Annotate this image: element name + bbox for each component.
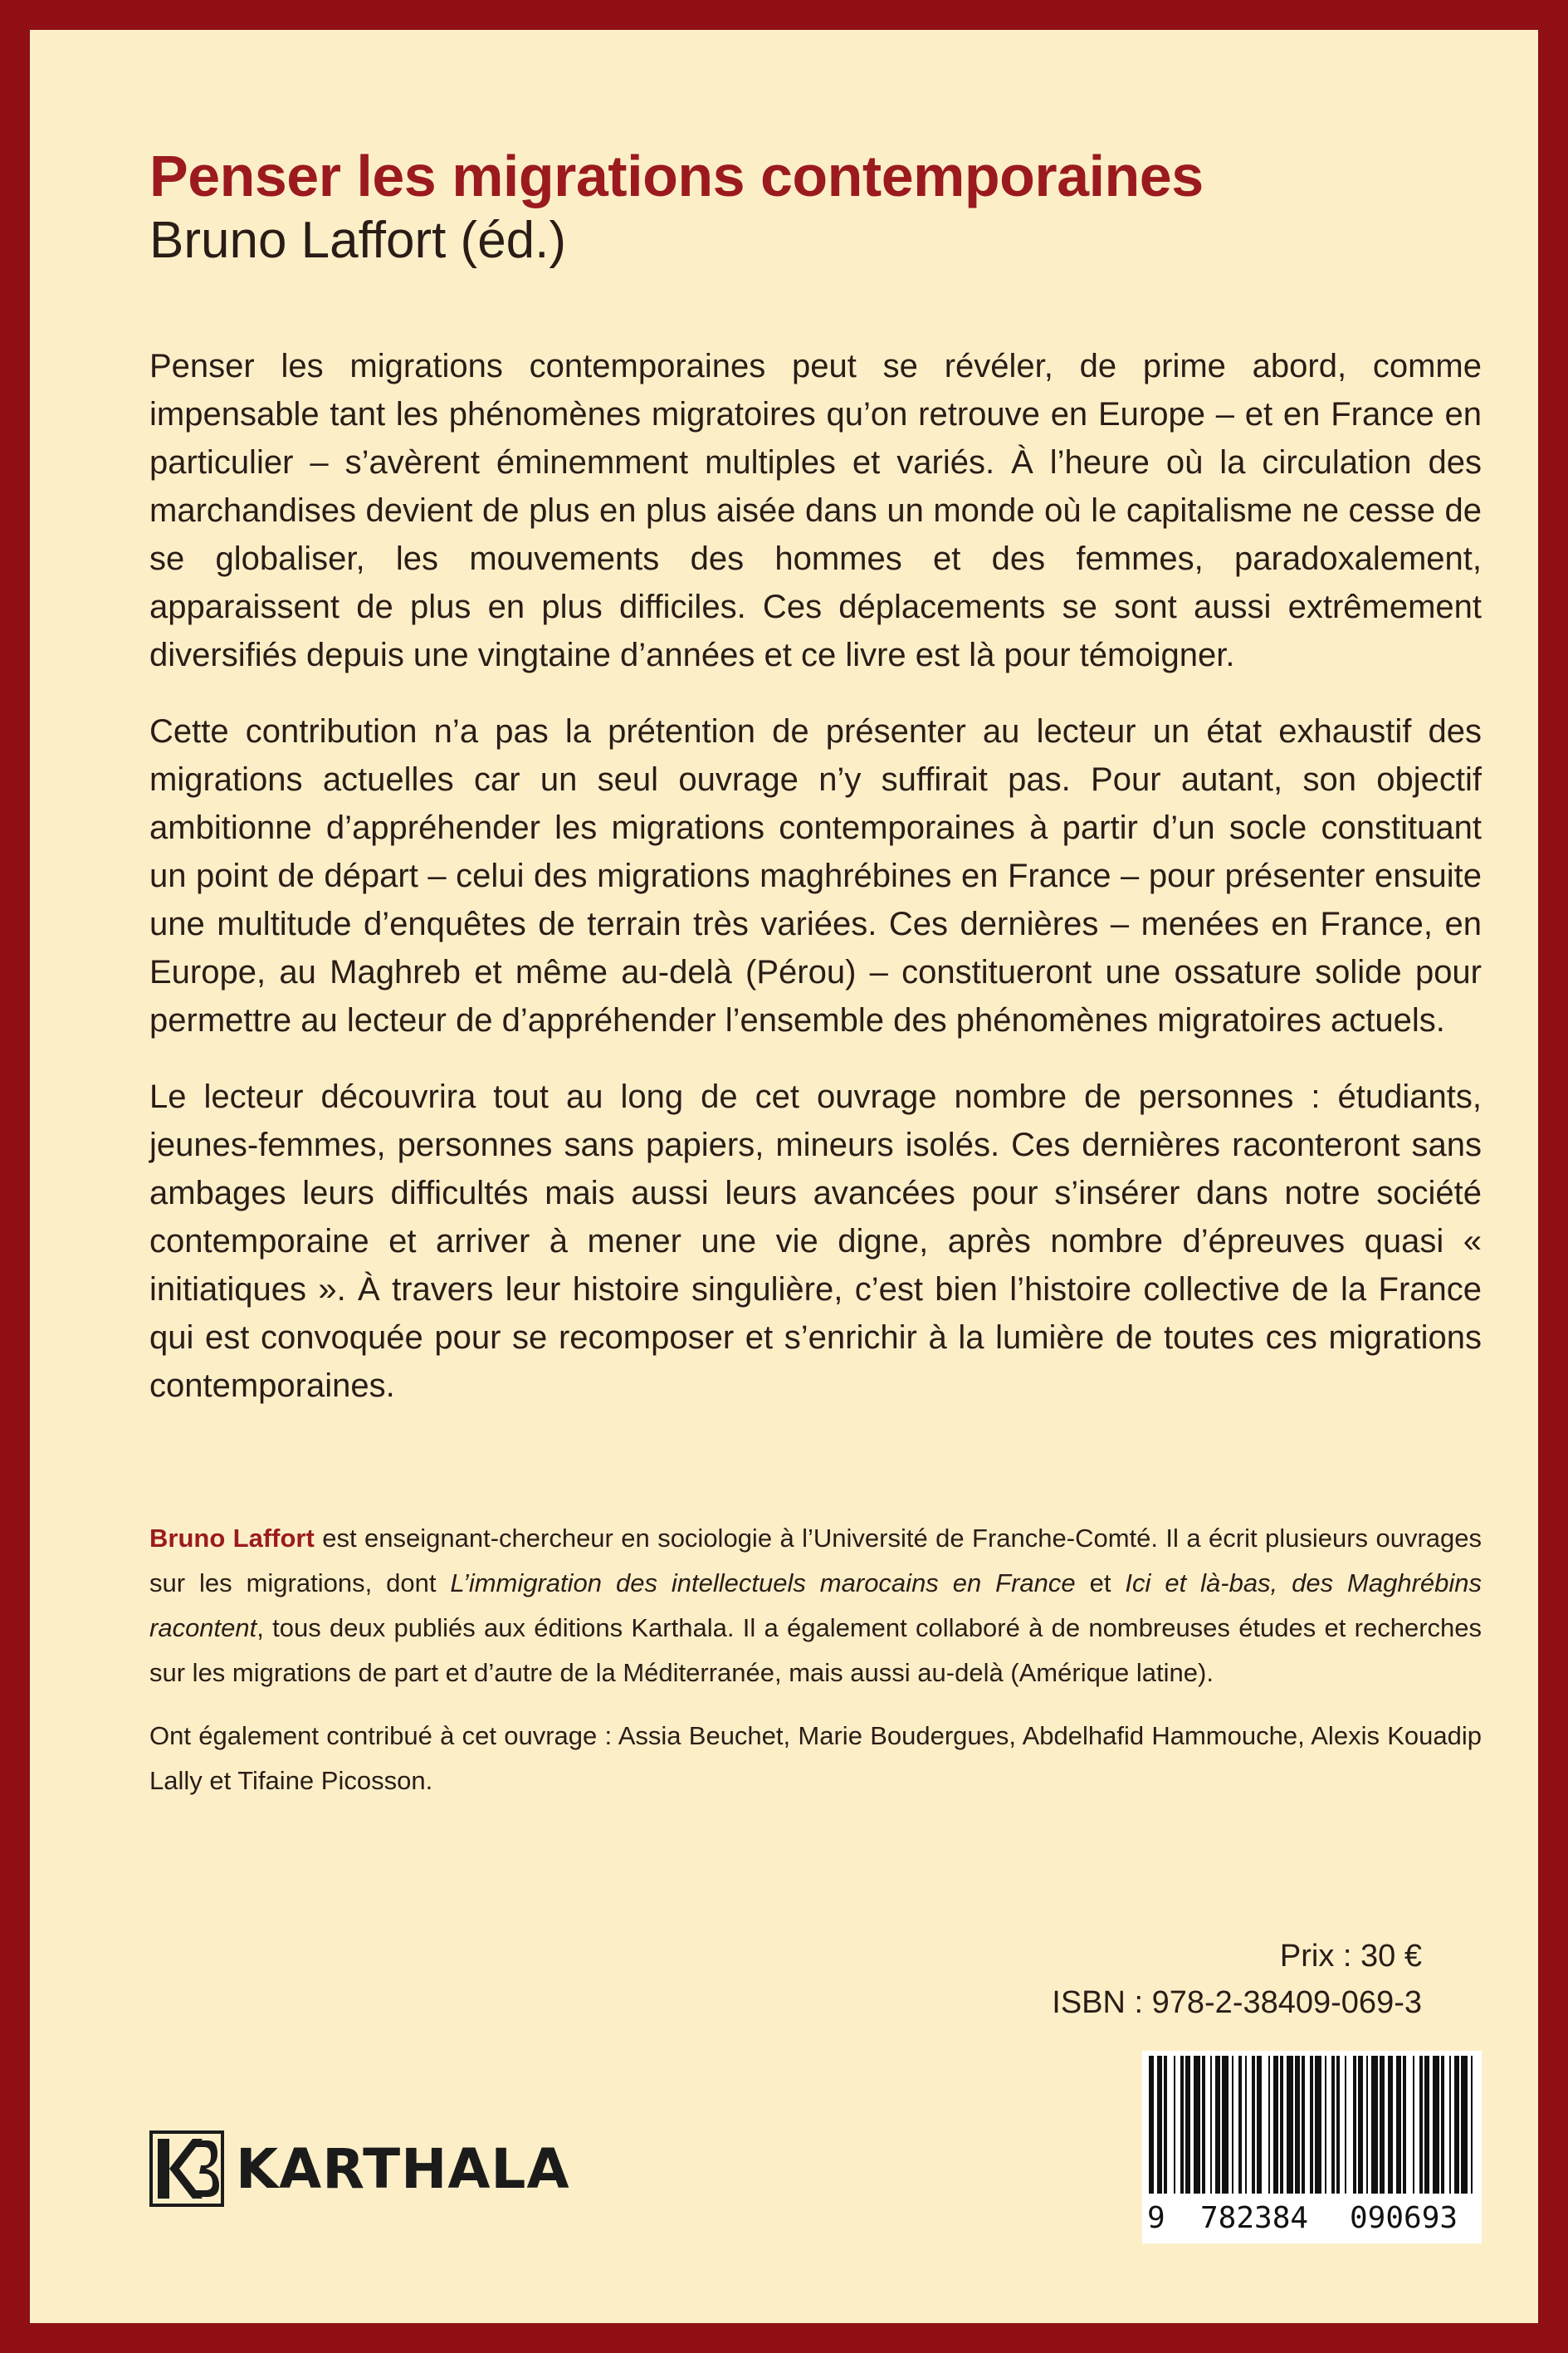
bio-text: , tous deux publiés aux éditions Karthala. Il a également collaboré à de nombreuses études et recherches sur les migrations de part et d’autre de la Méditerranée, mais aussi au-delà (Amérique latine). — [149, 1612, 1482, 1687]
bio-text: et — [1075, 1568, 1126, 1597]
bio-book-title: Ici et là-bas, des Maghrébins racontent — [149, 1568, 1483, 1642]
barcode-digits — [1142, 2194, 1482, 2243]
publisher-logo — [149, 2130, 570, 2207]
book-title: Penser les migrations contemporaines — [149, 144, 1204, 208]
summary-paragraph: Penser les migrations contemporaines peut se révéler, de prime abord, comme impensable tant les phénomènes migratoires qu’on retrouve en Europe – et en France en particulier – s’avèrent éminemment multiples et variés. À l’heure où la circulation des marchandises devient de plus en plus aisée dans un monde où le capitalisme ne cesse de se globaliser, les mouvements des hommes et des femmes, paradoxalement, apparaissent de plus en plus difficiles. Ces déplacements se sont aussi extrêmement diversifiés depuis une vingtaine d’années et ce livre est là pour témoigner. — [149, 347, 1482, 673]
barcode-digit-first: 9 — [1147, 2201, 1165, 2235]
summary-paragraph: Cette contribution n’a pas la prétention de présenter au lecteur un état exhaustif des migrations actuelles car un seul ouvrage n’y suffirait pas. Pour autant, son objectif ambitionne d’appréhender les migrations contemporaines à partir d’un socle constituant un point de départ – celui des migrations maghrébines en France – pour présenter ensuite une multitude d’enquêtes de terrain très variées. Ces dernières – menées en France, en Europe, au Maghreb et même au-delà (Pérou) – constitueront une ossature solide pour permettre au lecteur de d’appréhender l’ensemble des phénomènes migratoires actuels. — [149, 712, 1482, 1039]
price: Prix : 30 € — [1279, 1939, 1422, 1974]
cover-content — [149, 146, 1482, 1822]
book-author: Bruno Laffort (éd.) — [149, 211, 567, 269]
summary-paragraph: Le lecteur découvrira tout au long de cet ouvrage nombre de personnes : étudiants, jeunes-femmes, personnes sans papiers, mineurs isolés. Ces dernières raconteront sans ambages leurs difficultés mais aussi leurs avancées pour s’insérer dans notre société contemporaine et arriver à mener une vie digne, après nombre d’épreuves quasi « initiatiques ». À travers leur histoire singulière, c’est bien l’histoire collective de la France qui est convoquée pour se recomposer et s’enrichir à la lumière de toutes ces migrations contemporaines. — [149, 1078, 1482, 1404]
contributors-paragraph: Ont également contribué à cet ouvrage : Assia Beuchet, Marie Boudergues, Abdelhafid Hammouche, Alexis Kouadip Lally et Tifaine Picosson. — [149, 1720, 1482, 1795]
bio-book-title: L’immigration des intellectuels marocains en France — [450, 1568, 1076, 1597]
author-bio — [149, 1516, 1482, 1803]
price-block — [1052, 1933, 1422, 2026]
barcode-digits-left: 782384 — [1200, 2201, 1309, 2235]
karthala-kb-logo-icon — [149, 2130, 224, 2207]
bio-author-name: Bruno Laffort — [149, 1523, 315, 1553]
bio-text: est enseignant-chercheur en sociologie à l’Université de Franche-Comté. Il a écrit plusieurs ouvrages sur les migrations, dont — [149, 1523, 1482, 1597]
summary — [149, 342, 1482, 1410]
barcode-digits-right: 090693 — [1350, 2201, 1458, 2235]
publisher-name: KARTHALA — [236, 2136, 570, 2201]
barcode — [1142, 2051, 1482, 2243]
isbn: ISBN : 978-2-38409-069-3 — [1052, 1985, 1422, 2020]
bio-paragraph — [149, 1516, 1482, 1695]
